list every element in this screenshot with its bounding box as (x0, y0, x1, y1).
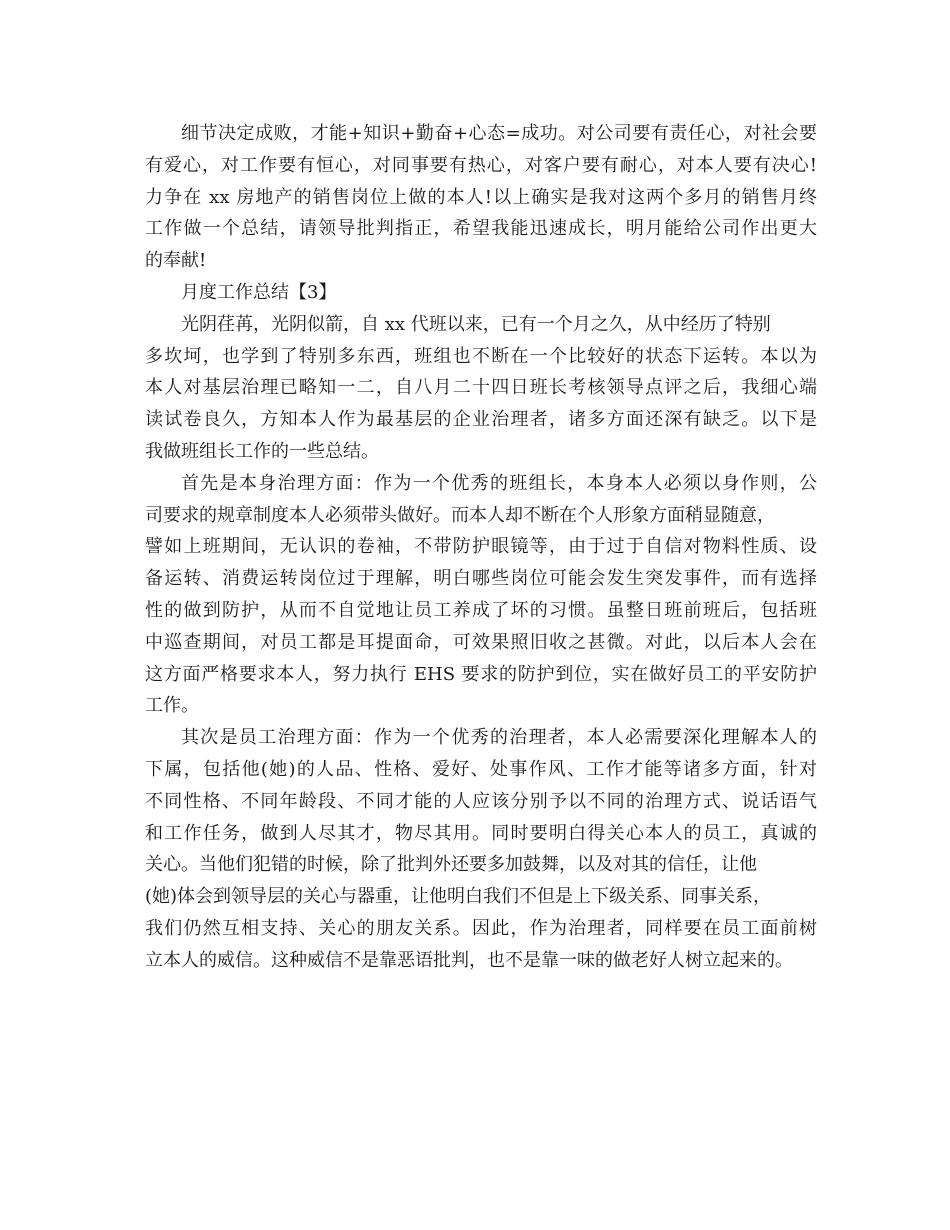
text-line: 多坎坷，也学到了特别多东西，班组也不断在一个比较好的状态下运转。本以为 (145, 345, 817, 367)
text-line: 读试卷良久，方知本人作为最基层的企业治理者，诸多方面还深有缺乏。以下是 (145, 409, 817, 431)
text-line: 首先是本身治理方面：作为一个优秀的班组长，本身本人必须以身作则，公 (181, 472, 817, 494)
text-line: 力争在 xx 房地产的销售岗位上做的本人!以上确实是我对这两个多月的销售月终 (145, 186, 817, 208)
text-line: 我们仍然互相支持、关心的朋友关系。因此，作为治理者，同样要在员工面前树 (145, 917, 817, 939)
text-line: 这方面严格要求本人，努力执行 EHS 要求的防护到位，实在做好员工的平安防护 (145, 663, 817, 685)
text-line: 细节决定成败，才能+知识+勤奋+心态=成功。对公司要有责任心，对社会要 (181, 123, 817, 144)
text-line: 譬如上班期间，无认识的卷袖，不带防护眼镜等，由于过于自信对物料性质、设 (145, 536, 817, 558)
text-line: 有爱心，对工作要有恒心，对同事要有热心，对客户要有耐心，对本人要有决心! (145, 154, 817, 176)
document-body (145, 118, 817, 977)
text-line: 立本人的威信。这种威信不是靠恶语批判，也不是靠一味的做老好人树立起来的。 (145, 949, 793, 971)
text-line: 下属，包括他(她)的人品、性格、爱好、处事作风、工作才能等诸多方面，针对 (145, 758, 817, 780)
text-line: 中巡查期间，对员工都是耳提面命，可效果照旧收之甚微。对此，以后本人会在 (145, 631, 817, 653)
text-line: 光阴荏苒，光阴似箭，自 xx 代班以来，已有一个月之久，从中经历了特别 (181, 313, 771, 335)
text-line: 备运转、消费运转岗位过于理解，明白哪些岗位可能会发生突发事件，而有选择 (145, 568, 817, 590)
text-line: 本人对基层治理已略知一二，自八月二十四日班长考核领导点评之后，我细心端 (145, 377, 817, 399)
text-line: 的奉献! (145, 250, 207, 272)
text-line: 工作做一个总结，请领导批判指正，希望我能迅速成长，明月能给公司作出更大 (145, 218, 817, 240)
text-line: 工作。 (145, 695, 199, 717)
text-line: 和工作任务，做到人尽其才，物尽其用。同时要明白得关心本人的员工，真诚的 (145, 822, 817, 844)
text-line: 我做班组长工作的一些总结。 (145, 440, 379, 462)
text-line: (她)体会到领导层的关心与器重，让他明白我们不但是上下级关系、同事关系， (145, 886, 772, 908)
section-heading: 月度工作总结【3】 (181, 281, 337, 303)
text-line: 性的做到防护，从而不自觉地让员工养成了坏的习惯。虽整日班前班后，包括班 (145, 599, 817, 621)
text-line: 关心。当他们犯错的时候，除了批判外还要多加鼓舞，以及对其的信任，让他 (145, 854, 757, 876)
text-line: 不同性格、不同年龄段、不同才能的人应该分别予以不同的治理方式、说话语气 (145, 790, 817, 812)
text-line: 其次是员工治理方面：作为一个优秀的治理者，本人必需要深化理解本人的 (181, 727, 817, 749)
text-line: 司要求的规章制度本人必须带头做好。而本人却不断在个人形象方面稍显随意， (145, 504, 775, 526)
